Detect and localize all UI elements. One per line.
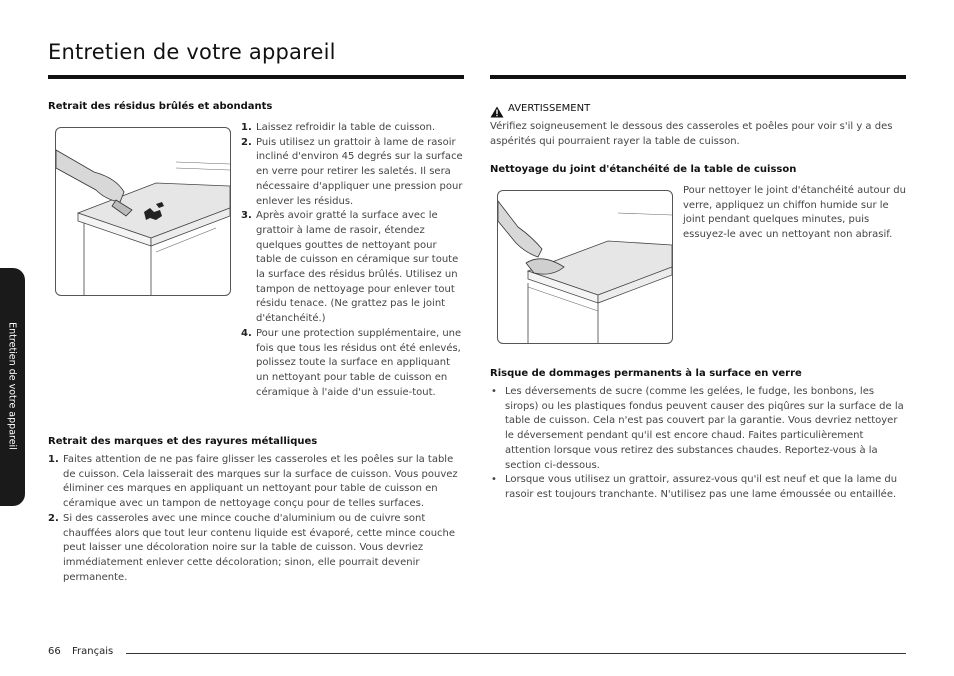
step-item [48,453,464,512]
step-text: Puis utilisez un grattoir à lame de rasoir incliné d'environ 45 degrés sur la surface en verre pour retirer les saletés. Il sera nécessaire d'appliquer une pression pour enlever les résidus. [256,136,463,207]
list-item-text: Les déversements de sucre (comme les gelées, le fudge, les bonbons, les sirops) ou les plastiques fondus peuvent causer des piqûres sur la surface de la table de cuisson. Cela n'est pas couvert par la garantie. Vous devriez nettoyer le déversement pendant qu'il est encore chaud. Faites particulièrement attention lorsque vous retirez des substances chaudes. Reportez-vous à la section ci-dessous. [505,386,904,471]
section-heading-glass-risk: Risque de dommages permanents à la surface en verre [490,368,802,379]
step-text: Après avoir gratté la surface avec le grattoir à lame de rasoir, étendez quelques gouttes de nettoyant pour table de cuisson en céramique sur toute la surface des résidus brûlés. Utilisez un tampon de nettoyage pour enlever tout résidu tenace. (Ne grattez pas le joint d'étanchéité.) [256,210,459,325]
step-item [241,209,464,327]
side-tab-label: Entretien de votre appareil [6,322,18,450]
step-text: Faites attention de ne pas faire glisser les casseroles et les poêles sur la table de cuisson. Cela laisserait des marques sur la surface de cuisson. Vous pouvez éliminer ces marques en appliquant un nettoyant pour table de cuisson en céramique avec un tampon de nettoyage conçu pour de telles surfaces. [63,454,458,510]
step-number: 2. [241,136,252,148]
page-number: 66 [48,646,61,657]
title-rule-left [48,75,464,79]
steps-burnt-residue [241,121,464,400]
footer-language: Français [72,646,114,657]
step-number: 2. [48,512,59,524]
step-text: Si des casseroles avec une mince couche d'aluminium ou de cuivre sont chauffées alors que tout leur contenu liquide est évaporé, cette mince couche peut laisser une décoloration noire sur la table de cuisson. Vous devriez immédiatement enlever cette décoloration; sinon, elle pourrait devenir permanente. [63,512,456,583]
glass-risk-list [490,385,906,503]
step-text: Pour une protection supplémentaire, une fois que tous les résidus ont été enlevés, polissez toute la surface en appliquant un nettoyant pour table de cuisson en céramique à l'aide d'un essuie-tout. [256,327,462,398]
title-rule-right [490,75,906,79]
step-item [241,136,464,210]
steps-metal-marks [48,453,464,585]
step-text: Laissez refroidir la table de cuisson. [256,122,436,133]
list-item: • Lorsque vous utilisez un grattoir, assurez-vous qu'il est neuf et que la lame du rasoir est toujours tranchante. N'utilisez pas une lame émoussée ou entaillée. [491,474,898,500]
step-item [241,121,464,136]
footer-rule [126,653,906,654]
seal-text: Pour nettoyer le joint d'étanchéité autour du verre, appliquez un chiffon humide sur le joint pendant quelques minutes, puis essuyez-le avec un nettoyant non abrasif. [683,185,906,241]
illustration-scraper [55,127,231,296]
section-heading-metal-marks: Retrait des marques et des rayures métalliques [48,436,318,447]
seal-cleaning-drawing [498,191,672,343]
list-item: • Les déversements de sucre (comme les gelées, le fudge, les bonbons, les sirops) ou les plastiques fondus peuvent causer des piqûres sur la surface de la table de cuisson. Cela n'est pas couvert par la garantie. Vous devriez nettoyer le déversement pendant qu'il est encore chaud. Faites particulièrement attention lorsque vous retirez des substances chaudes. Reportez-vous à la section ci-dessous. [491,386,904,471]
section-heading-burnt-residue: Retrait des résidus brûlés et abondants [48,101,273,112]
page-title: Entretien de votre appareil [48,40,336,64]
section-heading-seal: Nettoyage du joint d'étanchéité de la table de cuisson [490,164,797,175]
warning-text: Vérifiez soigneusement le dessous des casseroles et poêles pour voir s'il y a des aspérités qui pourraient rayer la table de cuisson. [490,121,893,147]
list-item-text: Lorsque vous utilisez un grattoir, assurez-vous qu'il est neuf et que la lame du rasoir est toujours tranchante. N'utilisez pas une lame émoussée ou entaillée. [505,474,898,500]
step-number: 1. [241,122,252,133]
step-number: 3. [241,210,252,222]
step-item [48,512,464,586]
step-number: 1. [48,454,59,465]
step-item [241,327,464,401]
scraper-drawing [56,128,230,295]
warning-label: AVERTISSEMENT [508,103,591,114]
step-number: 4. [241,327,252,339]
illustration-seal-cleaning [497,190,673,344]
